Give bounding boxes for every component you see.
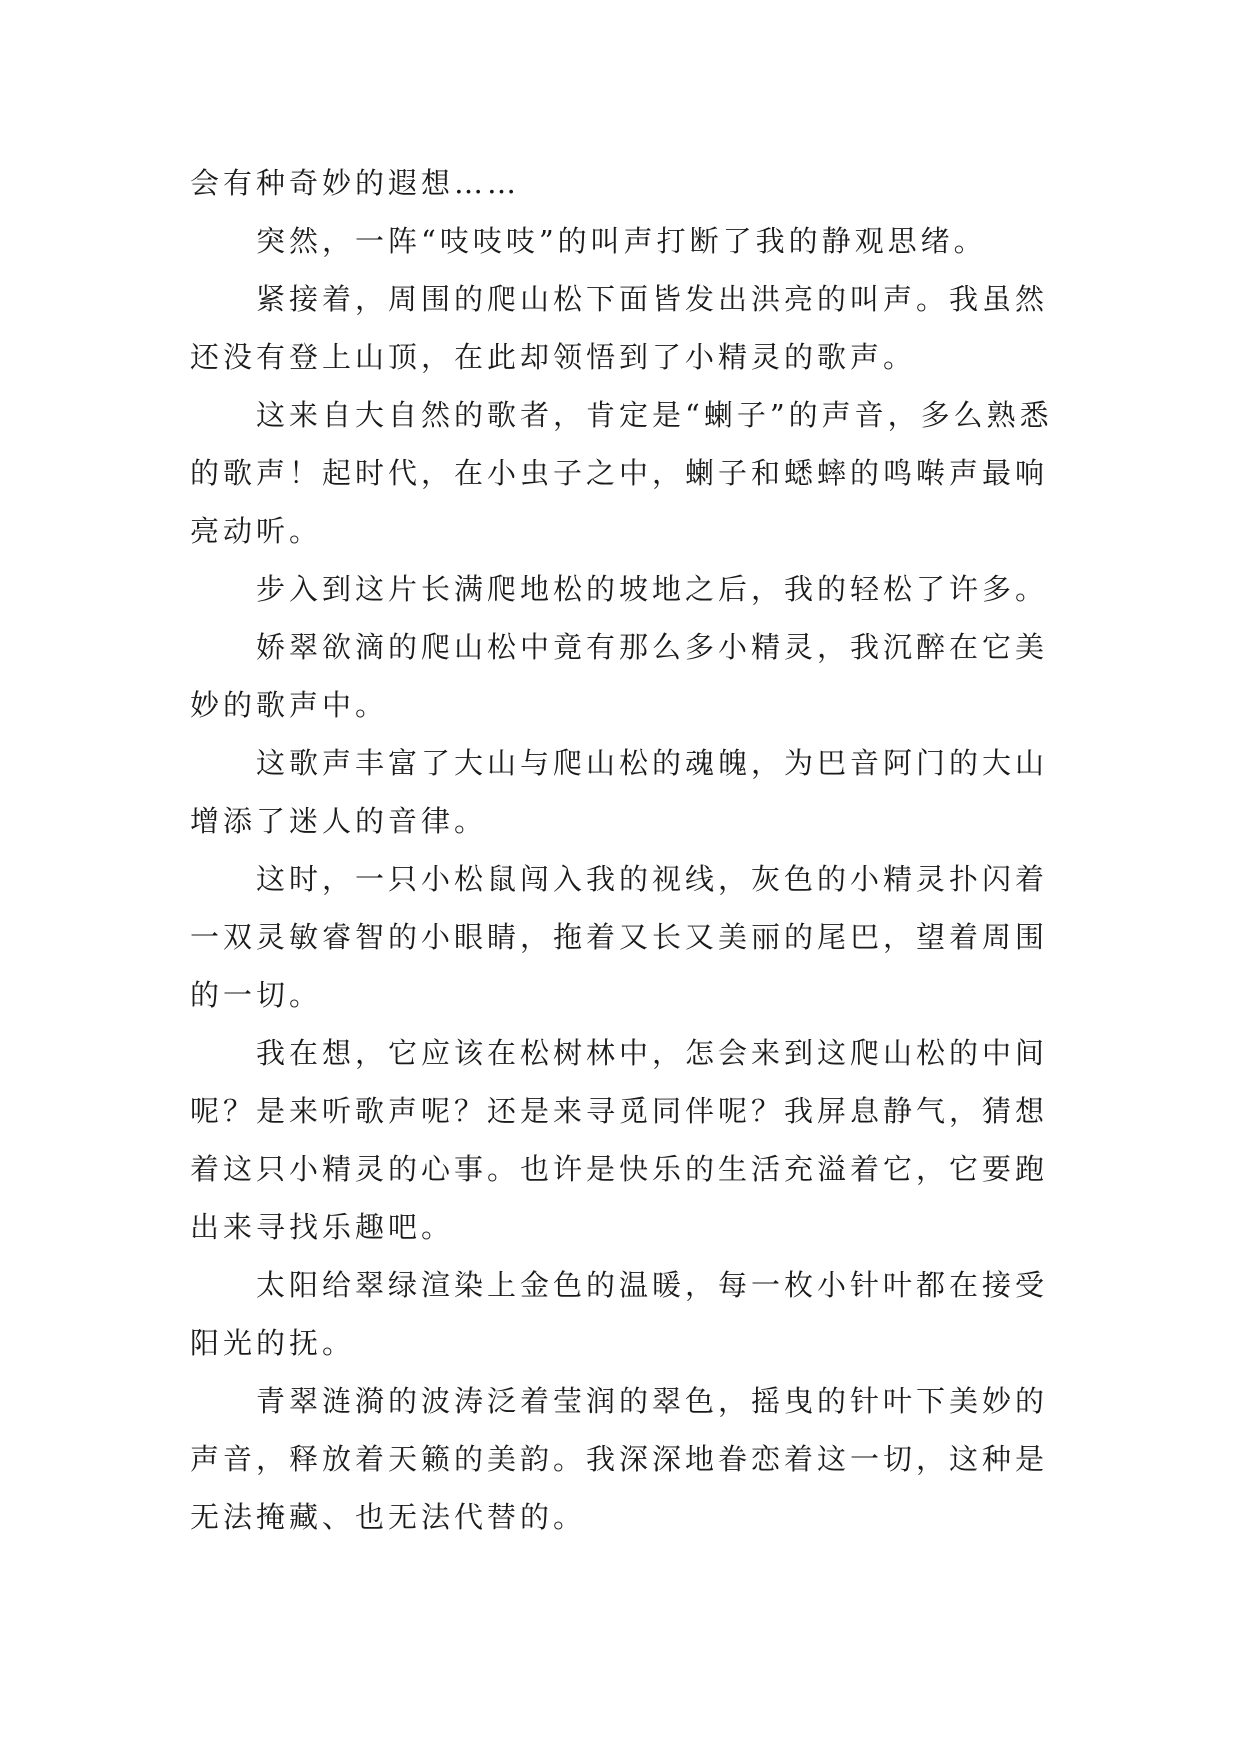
paragraph-1: 会有种奇妙的遐想…… [190,166,521,200]
paragraph-6: 娇翠欲滴的爬山松中竟有那么多小精灵，我沉醉在它美妙的歌声中。 [190,630,1049,722]
paragraph-9: 我在想，它应该在松树林中，怎会来到这爬山松的中间呢？是来听歌声呢？还是来寻觅同伴呢？我屏息静气，猜想着这只小精灵的心事。也许是快乐的生活充溢着它，它要跑出来寻找乐趣吧。 [190,1036,1049,1244]
paragraph-2: 突然，一阵“吱吱吱”的叫声打断了我的静观思绪。 [256,224,987,258]
paragraph-3: 紧接着，周围的爬山松下面皆发出洪亮的叫声。我虽然还没有登上山顶，在此却领悟到了小精灵的歌声。 [190,282,1049,374]
paragraph-5: 步入到这片长满爬地松的坡地之后，我的轻松了许多。 [256,572,1049,606]
paragraph-7: 这歌声丰富了大山与爬山松的魂魄，为巴音阿门的大山增添了迷人的音律。 [190,746,1049,838]
paragraph-11: 青翠涟漪的波涛泛着莹润的翠色，摇曳的针叶下美妙的声音，释放着天籁的美韵。我深深地眷恋着这一切，这种是无法掩藏、也无法代替的。 [190,1384,1049,1534]
body-text [190,154,1060,1546]
paragraph-4: 这来自大自然的歌者，肯定是“蝲子”的声音，多么熟悉的歌声！起时代，在小虫子之中，蝲子和蟋蟀的鸣啭声最响亮动听。 [190,398,1053,548]
paragraph-8: 这时，一只小松鼠闯入我的视线，灰色的小精灵扑闪着一双灵敏睿智的小眼睛，拖着又长又美丽的尾巴，望着周围的一切。 [190,862,1049,1012]
paragraph-10: 太阳给翠绿渲染上金色的温暖，每一枚小针叶都在接受阳光的抚。 [190,1268,1049,1360]
